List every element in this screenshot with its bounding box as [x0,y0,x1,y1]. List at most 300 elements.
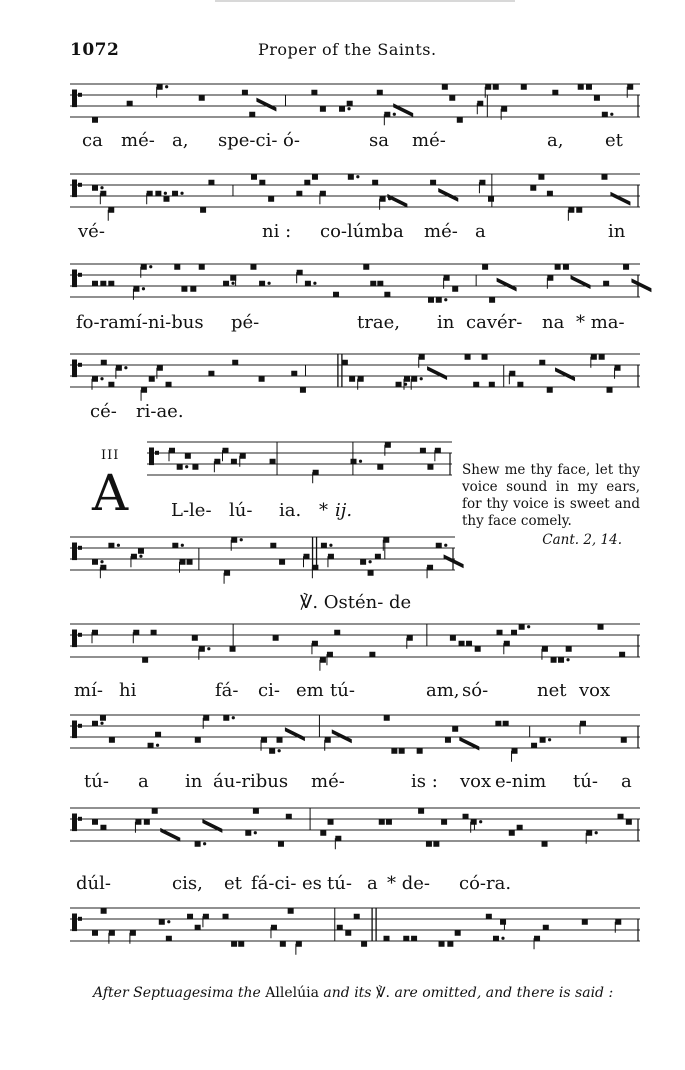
neume-note [384,292,390,298]
clef-mark [72,360,77,378]
neume-note [320,830,326,836]
syllable: ia. [279,500,302,521]
clef-mark [72,270,77,288]
neume-note [475,646,481,652]
neume-note [92,559,98,565]
neume-note [208,180,214,186]
neume-note [270,459,276,465]
neume-note [296,941,302,947]
lyric-line-7 [0,771,685,795]
neume-note [384,715,390,721]
neume-dot [164,192,167,195]
neume-note [253,808,259,814]
chant-staff-3 [70,262,640,306]
neume-dot [566,658,569,661]
neume-note [485,84,491,90]
neume-dot [207,647,210,650]
neume-note [601,174,607,180]
syllable: mí- [74,680,103,701]
neume-note [320,106,326,112]
syllable: * ma- [576,312,625,333]
neume-note [327,652,333,658]
syllable: tú- [327,873,352,894]
neume-note [621,737,627,743]
clef-mark [149,448,154,466]
neume-note [92,819,98,825]
neume-note [305,281,311,287]
syllable: * de- [387,873,430,894]
neume-note [130,930,136,936]
neume-note [511,630,517,636]
syllable: es [302,873,322,894]
syllable: co-lúmba [320,221,404,242]
neume-dot [139,555,142,558]
neume-note [230,275,236,281]
lyric-line-5 [0,500,460,524]
syllable: spe-ci- [218,130,278,151]
neume-dot [149,265,152,268]
neume-note [436,543,442,549]
neume-note [479,180,485,186]
lyric-line-6 [0,680,685,704]
neume-note [259,376,265,382]
neume-note [598,624,604,630]
neume-note [377,464,383,470]
neume-note [396,382,402,388]
neume-note [101,360,107,366]
neume-note [325,737,331,743]
neume-note [278,841,284,847]
neume-note [279,559,285,565]
neume-note [155,191,161,197]
neume-ligature [202,819,222,833]
neume-dot [420,377,423,380]
neume-dot [595,831,598,834]
lyric-line-1 [0,130,685,154]
neume-note [427,565,433,571]
syllable: in [608,221,626,242]
neume-note [214,459,220,465]
neume-note [619,652,625,658]
neume-note [403,936,409,942]
neume-note [300,387,306,393]
neume-note [385,442,391,448]
neume-note [203,715,209,721]
neume-note [166,382,172,388]
neume-note [100,565,106,571]
syllable: e-nim [495,771,547,792]
neume-note [360,559,366,565]
neume-note [547,387,553,393]
neume-note [603,281,609,287]
neume-note [203,914,209,920]
syllable: fá- [215,680,239,701]
neume-note [242,90,248,96]
clef-mark [72,90,77,108]
clef-mark [78,546,82,550]
syllable: mé- [121,130,155,151]
neume-note [547,275,553,281]
syllable: ij. [335,500,353,521]
neume-note [142,657,148,663]
neume-note [312,565,318,571]
neume-note [271,925,277,931]
neume-note [108,543,114,549]
neume-note [163,196,169,202]
syllable: dúl- [76,873,111,894]
neume-note [375,554,381,560]
neume-dot [610,113,613,116]
neume-note [328,819,334,825]
neume-note [404,376,410,382]
neume-note [172,543,178,549]
clef-mark [72,721,77,739]
neume-note [297,270,303,276]
neume-note [320,191,326,197]
neume-note [230,646,236,652]
neume-note [334,630,340,636]
neume-note [270,543,276,549]
syllable: hi [119,680,137,701]
syllable: ni : [262,221,292,242]
neume-dot [185,465,188,468]
clef-mark [78,183,82,187]
neume-dot [329,544,332,547]
neume-dot [356,175,359,178]
neume-dot [142,287,145,290]
neume-note [586,830,592,836]
neume-note [591,354,597,360]
rubric-part: are omitted, and there is said : [394,985,614,1001]
neume-note [447,941,453,947]
neume-note [348,174,354,180]
clef-mark [78,273,82,277]
neume-note [187,914,193,920]
neume-note [199,646,205,652]
neume-note [349,376,355,382]
syllable: et [605,130,623,151]
neume-note [133,286,139,292]
neume-note [224,570,230,576]
syllable: * [319,500,328,521]
neume-note [379,819,385,825]
neume-note [133,630,139,636]
syllable: lú- [229,500,253,521]
lyric-line-4 [0,401,685,425]
neume-note [627,84,633,90]
neume-note [517,382,523,388]
neume-note [489,382,495,388]
neume-note [177,464,183,470]
neume-dot [100,377,103,380]
neume-note [370,281,376,287]
neume-note [192,464,198,470]
neume-note [566,646,572,652]
page-title: Proper of the Saints. [258,40,437,59]
neume-note [312,174,318,180]
neume-note [445,737,451,743]
neume-note [542,841,548,847]
neume-note [195,841,201,847]
neume-note [320,657,326,663]
neume-dot [167,920,170,923]
neume-note [433,841,439,847]
neume-note [463,814,469,820]
top-rule [215,0,515,2]
neume-ligature [444,554,464,568]
neume-dot [232,716,235,719]
neume-note [568,207,574,213]
neume-note [418,808,424,814]
syllable: ri-ae. [136,401,184,422]
neume-ligature [332,729,352,743]
neume-note [618,814,624,820]
syllable: só- [462,680,489,701]
neume-note [249,112,255,118]
neume-note [580,721,586,727]
neume-note [411,936,417,942]
neume-note [626,819,632,825]
chant-staff-9 [70,806,640,850]
neume-note [232,360,238,366]
neume-note [426,841,432,847]
neume-note [439,941,445,947]
neume-note [436,297,442,303]
neume-note [169,448,175,454]
neume-note [101,908,107,914]
clef-mark [155,451,159,455]
neume-dot [100,186,103,189]
chant-staff-10 [70,906,640,950]
neume-note [92,185,98,191]
neume-note [273,635,279,641]
neume-note [339,106,345,112]
neume-note [223,914,229,920]
neume-dot [181,544,184,547]
neume-note [552,90,558,96]
neume-note [127,101,133,107]
neume-note [108,207,114,213]
neume-note [231,459,237,465]
neume-dot [501,937,504,940]
neume-note [280,941,286,947]
mode-numeral: III [101,448,120,463]
clef-mark [78,633,82,637]
neume-note [417,748,423,754]
neume-note [138,548,144,554]
neume-note [563,264,569,270]
syllable: cis, [172,873,203,894]
neume-note [430,180,436,186]
neume-note [495,721,501,727]
syllable: vé- [78,221,105,242]
neume-note [519,624,525,630]
neume-note [259,281,265,287]
neume-note [489,297,495,303]
neume-note [547,191,553,197]
syllable: mé- [424,221,458,242]
neume-note [195,737,201,743]
neume-note [594,95,600,101]
neume-note [543,925,549,931]
neume-note [542,646,548,652]
neume-note [223,715,229,721]
neume-dot [347,107,350,110]
neume-note [190,286,196,292]
neume-note [399,748,405,754]
neume-dot [203,842,206,845]
neume-note [473,382,479,388]
rubric-part: After Septuagesima the [93,985,261,1001]
neume-dot [479,820,482,823]
neume-note [377,90,383,96]
syllable: ca [82,130,103,151]
syllable: L-le- [171,500,212,521]
neume-dot [548,738,551,741]
neume-note [155,732,161,738]
neume-note [92,930,98,936]
neume-note [509,830,515,836]
neume-note [384,112,390,118]
neume-note [342,360,348,366]
neume-note [100,191,106,197]
neume-note [144,819,150,825]
neume-note [466,641,472,647]
chant-staff-5 [147,440,452,484]
neume-note [240,453,246,459]
chant-staff-4 [70,352,640,396]
neume-note [192,635,198,641]
neume-note [291,371,297,377]
syllable: cavér- [466,312,523,333]
syllable: in [185,771,203,792]
neume-note [92,721,98,727]
neume-note [174,264,180,270]
syllable: a, [547,130,564,151]
neume-note [345,930,351,936]
neume-ligature [571,275,591,289]
neume-note [141,387,147,393]
neume-note [328,554,334,560]
neume-note [531,743,537,749]
syllable: et [224,873,242,894]
neume-dot [100,560,103,563]
neume-note [534,936,540,942]
neume-note [149,376,155,382]
neume-note [500,919,506,925]
neume-note [100,825,106,831]
neume-note [459,641,465,647]
neume-dot [527,625,530,628]
neume-dot [165,85,168,88]
syllable: fá-ci- [251,873,297,894]
neume-note [268,196,274,202]
neume-note [452,726,458,732]
verse-line: ℣. Ostén- de [300,592,412,613]
syllable: có-ra. [459,873,512,894]
neume-note [187,559,193,565]
neume-note [551,657,557,663]
neume-note [141,264,147,270]
syllable: cé- [90,401,117,422]
neume-ligature [438,188,458,202]
neume-note [586,84,592,90]
neume-note [269,748,275,754]
neume-note [108,382,114,388]
neume-note [482,354,488,360]
clef-mark [72,180,77,198]
neume-note [427,464,433,470]
rubric-part: Allelúia [265,985,319,1001]
syllable: trae, [357,312,400,333]
neume-note [493,936,499,942]
neume-note [411,376,417,382]
chant-staff-8 [70,713,640,757]
neume-note [493,84,499,90]
neume-note [179,559,185,565]
neume-note [208,371,214,377]
neume-note [108,281,114,287]
page-number: 1072 [70,40,120,60]
syllable: a [367,873,378,894]
syllable: vox [579,680,611,701]
neume-note [195,925,201,931]
clef-mark [72,630,77,648]
neume-dot [444,544,447,547]
neume-note [558,657,564,663]
neume-note [92,281,98,287]
neume-note [503,721,509,727]
syllable: in [437,312,455,333]
neume-note [465,354,471,360]
neume-note [540,737,546,743]
syllable: a [621,771,632,792]
neume-note [259,180,265,186]
neume-note [471,819,477,825]
chant-staff-2 [70,172,640,216]
neume-note [509,371,515,377]
neume-note [450,635,456,641]
neume-note [251,174,257,180]
neume-note [200,207,206,213]
syllable: na [542,312,565,333]
syllable: em [296,680,324,701]
clef-mark [72,814,77,832]
neume-note [386,819,392,825]
neume-note [377,281,383,287]
neume-note [358,376,364,382]
neume-note [277,737,283,743]
neume-ligature [393,103,413,117]
neume-note [582,919,588,925]
neume-dot [117,544,120,547]
clef-mark [78,93,82,97]
neume-note [372,180,378,186]
neume-note [578,84,584,90]
neume-note [383,537,389,543]
syllable: a, [172,130,189,151]
neume-note [530,185,536,191]
neume-note [623,264,629,270]
neume-note [449,95,455,101]
neume-dot [267,282,270,285]
neume-note [92,117,98,123]
syllable: fo-ramí-ni-bus [76,312,204,333]
neume-note [419,354,425,360]
neume-note [363,264,369,270]
neume-note [261,737,267,743]
neume-note [250,264,256,270]
